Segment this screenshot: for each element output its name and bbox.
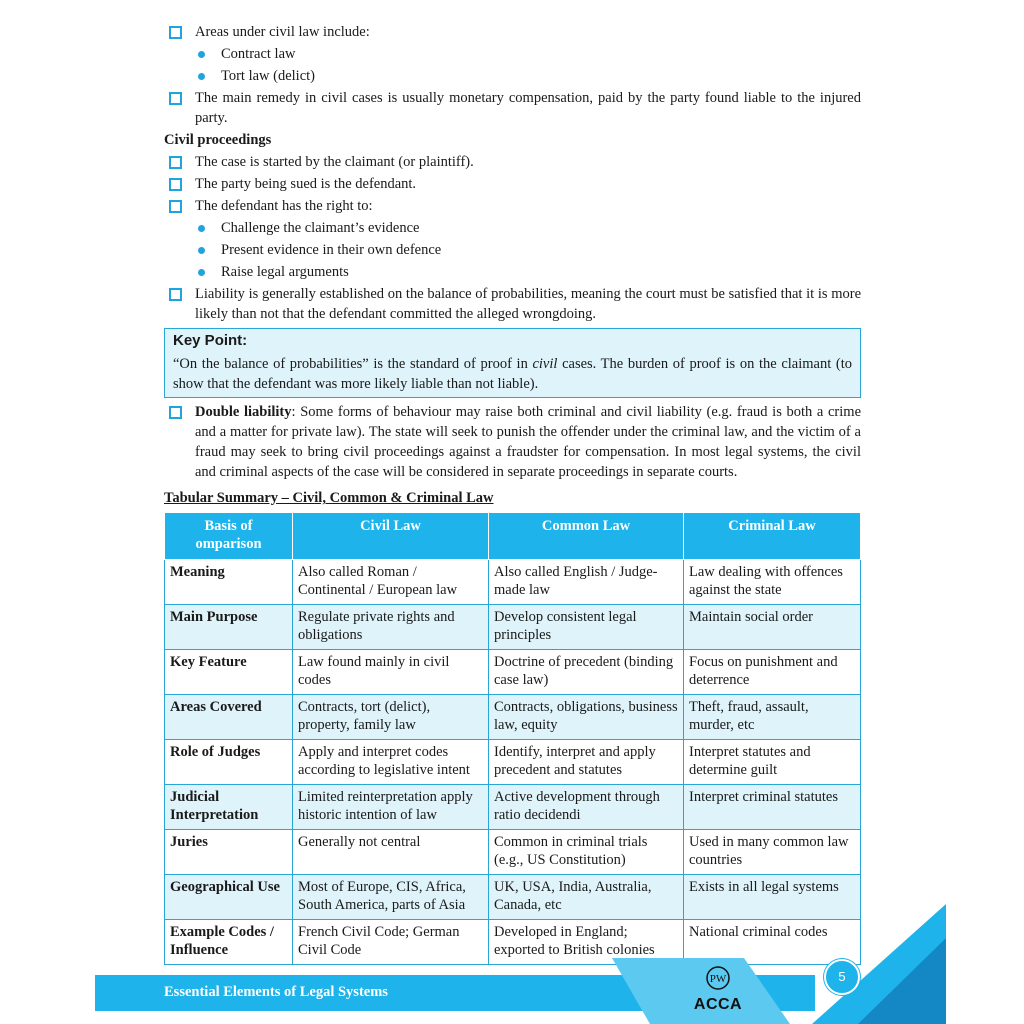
table-cell: Contracts, obligations, business law, equity	[489, 695, 684, 740]
acca-logo	[690, 965, 746, 1013]
footer-title: Essential Elements of Legal Systems	[164, 984, 388, 1000]
table-cell: Contracts, tort (delict), property, family law	[293, 695, 489, 740]
row-label-cell: Role of Judges	[165, 740, 293, 785]
table-cell: Also called Roman / Continental / European law	[293, 560, 489, 605]
row-label-cell: Juries	[165, 830, 293, 875]
row-label-cell: Geographical Use	[165, 875, 293, 920]
row-label-cell: Example Codes / Influence	[165, 920, 293, 965]
header-basis: Basis of omparison	[165, 513, 293, 560]
table-cell: Maintain social order	[684, 605, 861, 650]
sub-bullet: Challenge the claimant’s evidence	[164, 218, 861, 238]
page-number: 5	[824, 959, 860, 995]
header-criminal: Criminal Law	[684, 513, 861, 560]
bullet-defendant: The party being sued is the defendant.	[164, 174, 861, 194]
pw-logo-icon	[703, 965, 733, 991]
table-cell: National criminal codes	[684, 920, 861, 965]
table-cell: Active development through ratio decidendi	[489, 785, 684, 830]
bullet-areas-intro: Areas under civil law include:	[164, 22, 861, 42]
table-cell: Law found mainly in civil codes	[293, 650, 489, 695]
row-label-cell: Judicial Interpretation	[165, 785, 293, 830]
logo-text: ACCA	[693, 996, 743, 1013]
row-label-cell: Areas Covered	[165, 695, 293, 740]
table-cell: Doctrine of precedent (binding case law)	[489, 650, 684, 695]
table-cell: Common in criminal trials (e.g., US Constitution)	[489, 830, 684, 875]
bullet-liability: Liability is generally established on the balance of probabilities, meaning the court must be satisfied that it is more likely than not that the defendant committed the alleged wrongdoing.	[164, 284, 861, 324]
sub-bullet: Contract law	[164, 44, 861, 64]
table-cell: Developed in England; exported to British colonies	[489, 920, 684, 965]
table-cell: Interpret statutes and determine guilt	[684, 740, 861, 785]
table-cell: Limited reinterpretation apply historic intention of law	[293, 785, 489, 830]
key-point-text: “On the balance of probabilities” is the standard of proof in civil cases. The burden of proof is on the claimant (to show that the defendant was more likely liable than not liable).	[173, 356, 853, 392]
table-title: Tabular Summary – Civil, Common & Criminal Law	[164, 490, 494, 506]
table-cell: Regulate private rights and obligations	[293, 605, 489, 650]
row-label-cell: Main Purpose	[165, 605, 293, 650]
table-cell: Also called English / Judge-made law	[489, 560, 684, 605]
header-civil: Civil Law	[293, 513, 489, 560]
table-cell: Generally not central	[293, 830, 489, 875]
table-cell: Interpret criminal statutes	[684, 785, 861, 830]
bullet-rights-intro: The defendant has the right to:	[164, 196, 861, 216]
table-cell: Develop consistent legal principles	[489, 605, 684, 650]
table-cell: Used in many common law countries	[684, 830, 861, 875]
table-cell: French Civil Code; German Civil Code	[293, 920, 489, 965]
bullet-claimant: The case is started by the claimant (or plaintiff).	[164, 152, 861, 172]
sub-bullet: Raise legal arguments	[164, 262, 861, 282]
sub-bullet: Tort law (delict)	[164, 66, 861, 86]
table-cell: Apply and interpret codes according to legislative intent	[293, 740, 489, 785]
row-label-cell: Key Feature	[165, 650, 293, 695]
table-cell: Most of Europe, CIS, Africa, South America, parts of Asia	[293, 875, 489, 920]
table-cell: Identify, interpret and apply precedent and statutes	[489, 740, 684, 785]
table-cell: Law dealing with offences against the state	[684, 560, 861, 605]
table-cell: Focus on punishment and deterrence	[684, 650, 861, 695]
table-cell: Exists in all legal systems	[684, 875, 861, 920]
sub-bullet: Present evidence in their own defence	[164, 240, 861, 260]
table-cell: UK, USA, India, Australia, Canada, etc	[489, 875, 684, 920]
key-point-title: Key Point:	[173, 332, 248, 349]
section-heading: Civil proceedings	[164, 132, 272, 148]
table-cell: Theft, fraud, assault, murder, etc	[684, 695, 861, 740]
bullet-double-liability: Double liability: Some forms of behaviour may raise both criminal and civil liability (e.g. fraud is both a crime and a matter for private law). The state will seek to punish the offender under the criminal law, and the victim of a fraud may seek to bring civil proceedings against a fraudster for compensation. In most legal systems, the civil and criminal aspects of the case will be considered in separate proceedings in separate courts.	[164, 402, 861, 482]
svg-text:PW: PW	[709, 973, 727, 985]
row-label-cell: Meaning	[165, 560, 293, 605]
bullet-remedy: The main remedy in civil cases is usually monetary compensation, paid by the party found liable to the injured party.	[164, 88, 861, 128]
header-common: Common Law	[489, 513, 684, 560]
